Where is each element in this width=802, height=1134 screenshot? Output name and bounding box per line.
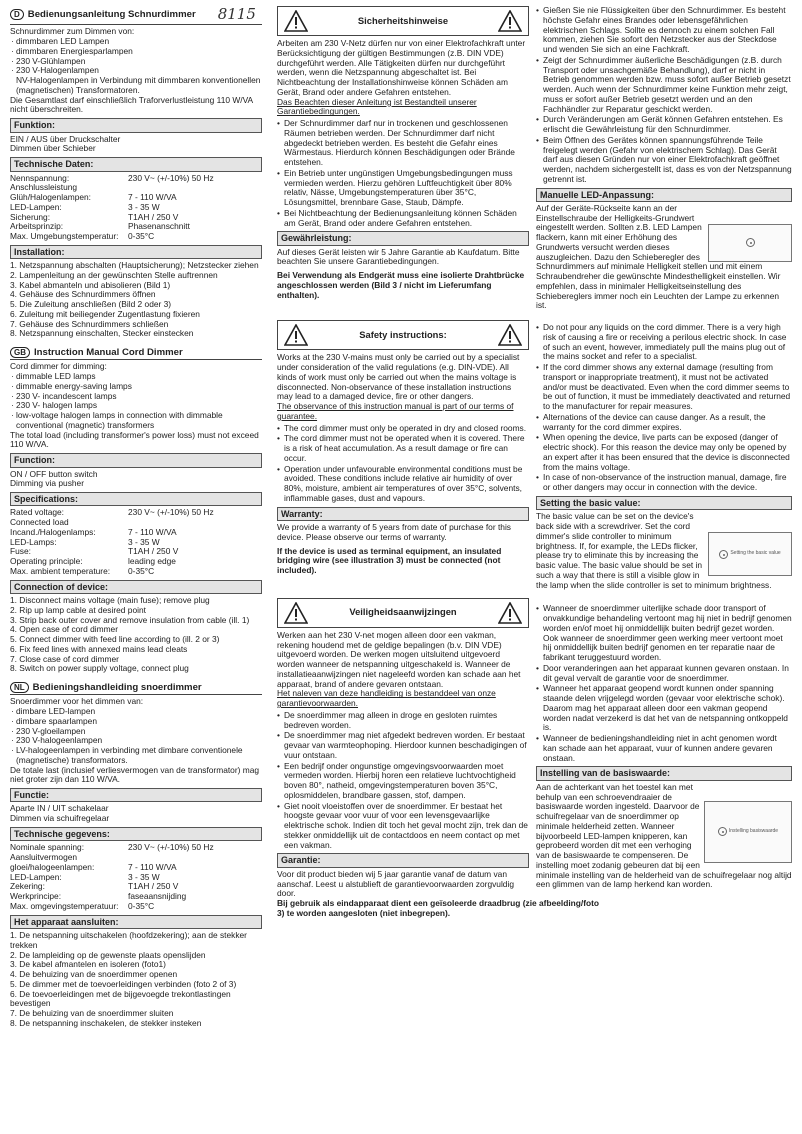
de-total-load: Die Gesamtlast darf einschließlich Traforverlustleistung 110 W/VA nicht überschreiten. bbox=[10, 94, 253, 115]
warning-triangle-icon bbox=[498, 324, 522, 346]
spec-value: leading edge bbox=[128, 556, 176, 567]
gb-safety-intro: Works at the 230 V-mains must only be carried out by a specialist under consideration of the valid regulations (e.g. DIN-VDE). All kinds of work must only be carried out when the mains voltage is disconnected. Non-observance of these installation instructions may lead to a damaged device, fire or other dangers. bbox=[277, 352, 520, 402]
gb-safety-list bbox=[277, 424, 529, 504]
nl-led-heading: Instelling van de basiswaarde: bbox=[536, 766, 792, 780]
list-item: 8. Switch on power supply voltage, connect plug bbox=[10, 663, 189, 674]
spec-value: 0-35°C bbox=[128, 565, 155, 576]
spec-key: Fuse: bbox=[10, 546, 31, 557]
column-continued bbox=[536, 6, 792, 890]
nl-intro: Snoerdimmer voor het dimmen van: bbox=[10, 696, 144, 707]
spec-key: Aansluitvermogen bbox=[10, 852, 78, 863]
spec-value: 230 V~ (+/-10%) 50 Hz bbox=[128, 842, 214, 853]
nl-led-text: Aan de achterkant van het toestel kan met behulp van een schroevendraaier de basiswaarde worden ingesteld. Daarvoor de schuifregelaar van de snoerdimmer op minimale helderheid zetten. Wanneer bijvoorbeeld LED-lampen knipperen, kan geprobeerd worden dit met een verhoging van de basiswaarde te compenseren. De instelling moet zodanig gebeuren dat bij een minimale instelling van de helderheid van de schuifregelaar nog altijd een glimmen van de lamp herkend kan worden. bbox=[536, 781, 792, 890]
de-safety-intro: Arbeiten am 230 V-Netz dürfen nur von einer Elektrofachkraft unter Berücksichtigung der gültigen Bestimmungen (z.B. DIN VDE) durchgeführt werden. Alle Tätigkeiten dürfen nur durchgeführt werden, wenn die Netzspannung abgeschaltet ist. Bei Nichtbeachtung der Installationshinweise können Schäden am Gerät, Brand oder andere Gefahren entstehen. bbox=[277, 38, 526, 97]
table-row bbox=[10, 902, 262, 912]
nl-more-safety-list bbox=[536, 604, 792, 763]
de-spec-table bbox=[10, 174, 262, 242]
list-item: • Operation under unfavourable environmental conditions must be avoided. These conditions include relative air humidity of over 80%, moisture, ambient air temperatures of over 35°C, solvents, inflammable gases, dust and vapours. bbox=[277, 465, 529, 504]
warning-triangle-icon bbox=[284, 324, 308, 346]
gb-title: Instruction Manual Cord Dimmer bbox=[34, 347, 183, 359]
spec-value: T1AH / 250 V bbox=[128, 211, 179, 222]
list-item: • In case of non-observance of the instruction manual, damage, fire or other dangers may occur in connection with the device. bbox=[536, 473, 792, 493]
gb-safety-note: The observance of this instruction manual is part of our terms of guarantee. bbox=[277, 401, 514, 421]
nl-safety-list bbox=[277, 711, 529, 851]
de-function-line: EIN / AUS über Druckschalter bbox=[10, 133, 121, 144]
gb-led-heading: Setting the basic value: bbox=[536, 496, 792, 510]
de-heading bbox=[10, 6, 262, 25]
de-warranty-text: Auf dieses Gerät leisten wir 5 Jahre Garantie ab Kaufdatum. Bitte beachten Sie unsere Garantiebedingungen. bbox=[277, 246, 520, 267]
de-model-handwritten: 8115 bbox=[217, 5, 256, 23]
nl-spec-table bbox=[10, 843, 262, 911]
list-item: 2. Lampenleitung an der gewünschten Stelle auftrennen bbox=[10, 269, 218, 280]
nl-install-steps bbox=[10, 931, 262, 1029]
list-item: • Do not pour any liquids on the cord dimmer. There is a very high risk of causing a fire or receiving a perilous electric shock. In case of such an event, however, immediately pull the mains plug out of the mains socket and refer to a specialist. bbox=[536, 323, 792, 362]
gb-total-load: The total load (including transformer's power loss) must not exceed 110 W/VA. bbox=[10, 429, 259, 450]
list-item: 4. Open case of cord dimmer bbox=[10, 624, 118, 635]
list-item: • The cord dimmer must only be operated in dry and closed rooms. bbox=[277, 424, 529, 434]
spec-value: T1AH / 250 V bbox=[128, 881, 179, 892]
list-item: • Der Schnurdimmer darf nur in trockenen und geschlossenen Räumen betrieben werden. Der Schnurdimmer darf nicht abgedeckt betrieben werden. Es besteht die Gefahr eines Wärmestaus. Hierdurch können Beschädigungen oder Brände entstehen. bbox=[277, 119, 529, 168]
gb-flag-badge: GB bbox=[10, 347, 30, 358]
list-item: 1. Disconnect mains voltage (main fuse); remove plug bbox=[10, 595, 210, 606]
de-warranty-bold: Bei Verwendung als Endgerät muss eine isolierte Drahtbrücke angeschlossen werden (Bild 3 / nicht im Lieferumfang enthalten). bbox=[277, 270, 525, 300]
list-item: • Bei Nichtbeachtung der Bedienungsanleitung können Schäden am Gerät, Brand oder andere Gefahren entstehen. bbox=[277, 209, 529, 229]
nl-warranty-heading: Garantie: bbox=[277, 853, 529, 867]
spec-value: 7 - 110 W/VA bbox=[128, 192, 177, 203]
de-intro: Schnurdimmer zum Dimmen von: bbox=[10, 26, 135, 37]
list-item: • De snoerdimmer mag alleen in droge en gesloten ruimtes bedreven worden. bbox=[277, 711, 529, 731]
gb-load-list bbox=[10, 372, 262, 431]
spec-key: Zekering: bbox=[10, 881, 45, 892]
spec-value: 7 - 110 W/VA bbox=[128, 861, 177, 872]
nl-function-line: Aparte IN / UIT schakelaar bbox=[10, 803, 109, 814]
nl-adjust-diagram bbox=[704, 801, 792, 863]
spec-key: Incand./Halogenlamps: bbox=[10, 526, 96, 537]
warning-triangle-icon bbox=[498, 10, 522, 32]
list-item: 2. Rip up lamp cable at desired point bbox=[10, 604, 146, 615]
nl-safety-header bbox=[277, 598, 529, 628]
list-item: · 230 V-Glühlampen bbox=[10, 57, 262, 67]
gb-warranty-bold: If the device is used as terminal equipment, an insulated bridging wire (see illustration 3) must be connected (not included). bbox=[277, 545, 502, 576]
list-item: 4. De behuizing van de snoerdimmer openen bbox=[10, 969, 178, 980]
spec-value: T1AH / 250 V bbox=[128, 546, 179, 557]
list-item: 5. Connect dimmer with feed line according to (ill. 2 or 3) bbox=[10, 634, 220, 645]
list-item: · dimbare spaarlampen bbox=[10, 717, 262, 727]
de-function-heading: Funktion: bbox=[10, 118, 262, 132]
list-item: 3. De kabel afmantelen en isoleren (foto1) bbox=[10, 959, 166, 970]
list-item: 2. De lampleiding op de gewenste plaats openslijden bbox=[10, 949, 206, 960]
spec-value: 7 - 110 W/VA bbox=[128, 526, 177, 537]
gb-safety-header bbox=[277, 320, 529, 350]
spec-key: Operating principle: bbox=[10, 556, 83, 567]
list-item: • Ein Betrieb unter ungünstigen Umgebungsbedingungen muss vermieden werden. Hierzu gehören Luftfeuchtigkeit über 80% relativ, Nässe, Umgebungstemperaturen über 35°C, Lösungsmittel, brennbare Gase, Staub, Dämpfe. bbox=[277, 169, 529, 208]
gb-spec-table bbox=[10, 508, 262, 576]
list-item: • The cord dimmer must not be operated when it is covered. There is a risk of heat accumulation. As a result damage or fire can occur. bbox=[277, 434, 529, 463]
gb-more-safety-list bbox=[536, 323, 792, 493]
spec-key: Max. ambient temperature: bbox=[10, 565, 111, 576]
list-item: 4. Gehäuse des Schnurdimmers öffnen bbox=[10, 289, 156, 300]
adjust-screw-icon bbox=[719, 550, 728, 559]
nl-warranty-bold: Bij gebruik als eindapparaat dient een geïsoleerde draadbrug (zie afbeelding/foto 3) te worden aangesloten (niet inbegrepen). bbox=[277, 898, 600, 918]
list-item: • Beim Öffnen des Gerätes können spannungsführende Teile freigelegt werden (Gefahr von elektrischem Schlag). Das Gerät darf aus diesen Gründen nur von einer Elektrofachkraft geöffnet werden, nachdem sichergestellt ist, dass es von der Netzspannung getrennt ist. bbox=[536, 136, 792, 185]
gb-knob-label: Setting the basic value bbox=[730, 550, 781, 557]
gb-intro: Cord dimmer for dimming: bbox=[10, 361, 107, 372]
de-safety-list bbox=[277, 119, 529, 228]
list-item: • If the cord dimmer shows any external damage (resulting from transport or inappropriate treatment), it must not be activated and/or must be deactivated. Even when the cord dimmer seems to be out of function, it must be immediately deactivated and returned to the manufacturer for repair measures. bbox=[536, 363, 792, 412]
list-item: · 230 V-gloeilampen bbox=[10, 727, 262, 737]
list-item: · LV-halogeenlampen in verbinding met dimbare conventionele (magnetische) transformators. bbox=[10, 746, 262, 766]
list-item: 3. Kabel abmanteln und abisolieren (Bild 1) bbox=[10, 279, 171, 290]
spec-key: Sicherung: bbox=[10, 211, 51, 222]
spec-value: 3 - 35 W bbox=[128, 201, 160, 212]
list-item: · 230 V- halogen lamps bbox=[10, 401, 262, 411]
list-item: 6. Fix feed lines with annexed mains lead cleats bbox=[10, 643, 188, 654]
list-item: • Wanneer het apparaat geopend wordt kunnen onder spanning staande delen vrijgelegd worden (gevaar voor elektrische schok). Daarom mag het apparaat alleen door een vakman geopend worden nadat verzekerd is dat het van de netspanning ontkoppeld is. bbox=[536, 684, 792, 733]
list-item: 7. Gehäuse des Schnurdimmers schließen bbox=[10, 318, 169, 329]
list-item: · dimmbaren LED Lampen bbox=[10, 37, 262, 47]
list-item: · dimbare LED-lampen bbox=[10, 707, 262, 717]
list-item: 1. Netzspannung abschalten (Hauptsicherung); Netzstecker ziehen bbox=[10, 260, 259, 271]
nl-knob-label: Instelling basiswaarde bbox=[728, 827, 779, 834]
list-item: • Door veranderingen aan het apparaat kunnen gevaren onstaan. In dit geval vervalt de garantie voor de snoerdimmer. bbox=[536, 664, 792, 684]
gb-function-heading: Function: bbox=[10, 453, 262, 467]
spec-value: faseaansnijding bbox=[128, 891, 187, 902]
de-more-safety-list bbox=[536, 6, 792, 185]
spec-value: 3 - 35 W bbox=[128, 871, 160, 882]
de-install-steps bbox=[10, 261, 262, 339]
spec-value: Phasenanschnitt bbox=[128, 221, 190, 232]
list-item: · dimmable energy-saving lamps bbox=[10, 382, 262, 392]
de-load-list bbox=[10, 37, 262, 76]
nl-safety-intro: Werken aan het 230 V-net mogen alleen door een vakman, rekening houdend met de geldige bepalingen (b.v. DIN VDE) uitgevoerd worden. De werken mogen uitsluitend uitgevoerd worden wanneer de netspanning uitgeschakeld is. Wanneer de installatieaanwijzingen niet nageleefd worden kan schade aan het apparaat, brand of andere gevaren ontstaan. bbox=[277, 629, 521, 689]
gb-function-line: ON / OFF button switch bbox=[10, 468, 98, 479]
gb-spec-heading: Specifications: bbox=[10, 492, 262, 506]
de-adjust-diagram bbox=[708, 224, 792, 262]
spec-key: gloei/halogeenlampen: bbox=[10, 861, 95, 872]
spec-value: 0-35°C bbox=[128, 231, 155, 242]
spec-key: Nennspannung: bbox=[10, 172, 70, 183]
spec-key: Max. Umgebungstemperatur: bbox=[10, 231, 119, 242]
nl-function-line: Dimmen via schuifregelaar bbox=[10, 813, 110, 824]
list-item: • Zeigt der Schnurdimmer äußerliche Beschädigungen (z.B. durch Transport oder unsachgemäße Behandlung), darf er nicht in Betrieb genommen werden bzw. muss sofort außer Betrieb gesetzt werden. Auch wenn der Schnurdimmer keine Funktion mehr zeigt, muss er sofort außer Betrieb gesetzt werden und an den Fachhändler zur Reparatur geschickt werden. bbox=[536, 56, 792, 115]
spec-key: Arbeitsprinzip: bbox=[10, 221, 64, 232]
list-item: 8. Netzspannung einschalten, Stecker einstecken bbox=[10, 328, 194, 339]
de-led-heading: Manuelle LED-Anpassung: bbox=[536, 188, 792, 202]
gb-safety-title: Safety instructions: bbox=[359, 328, 447, 340]
warning-triangle-icon bbox=[284, 10, 308, 32]
warning-triangle-icon bbox=[284, 602, 308, 624]
de-safety-header bbox=[277, 6, 529, 36]
spec-key: Connected load bbox=[10, 517, 69, 528]
gb-function-line: Dimming via pusher bbox=[10, 478, 85, 489]
column-specs bbox=[10, 6, 262, 1029]
de-install-heading: Installation: bbox=[10, 245, 262, 259]
list-item: 8. De netspanning inschakelen, de stekker insteken bbox=[10, 1017, 202, 1028]
nl-function-heading: Functie: bbox=[10, 788, 262, 802]
list-item: · dimmbaren Energiesparlampen bbox=[10, 47, 262, 57]
spec-value: 230 V~ (+/-10%) 50 Hz bbox=[128, 507, 214, 518]
warning-triangle-icon bbox=[498, 602, 522, 624]
nl-spec-heading: Technische gegevens: bbox=[10, 827, 262, 841]
list-item: 3. Strip back outer cover and remove insulation from cable (ill. 1) bbox=[10, 614, 250, 625]
list-item: • Durch Veränderungen am Gerät können Gefahren entstehen. Es erlischt die Gewährleistung für den Schnurdimmer. bbox=[536, 115, 792, 135]
gb-install-steps bbox=[10, 596, 262, 674]
de-safety-note: Das Beachten dieser Anleitung ist Bestandteil unserer Garantiebedingungen. bbox=[277, 96, 477, 117]
de-loads-extra: NV-Halogenlampen in Verbindung mit dimmbaren konventionellen (magnetischen) Transformatoren. bbox=[16, 75, 261, 95]
list-item: 7. De behuizing van de snoerdimmer sluiten bbox=[10, 1008, 174, 1019]
list-item: 6. De toevoerleidingen met de bijgevoegde trekontlastingen bevestigen bbox=[10, 988, 231, 1009]
gb-install-heading: Connection of device: bbox=[10, 580, 262, 594]
de-spec-heading: Technische Daten: bbox=[10, 157, 262, 171]
list-item: • Een bedrijf onder ongunstige omgevingsvoorwaarden moet vermeden worden. Hierbij horen een relatieve luchtvochtigheid boven 80°, natheid, omgevingstemperaturen boven 35°C, oplosmiddelen, brandbare gassen, stof, dampen. bbox=[277, 762, 529, 801]
spec-key: LED-Lampen: bbox=[10, 871, 62, 882]
spec-key: Nominale spanning: bbox=[10, 842, 85, 853]
gb-led-text: The basic value can be set on the device's back side with a screwdriver. Set the cord dimmer's slide controller to minimum brightness. If, for example, the LEDs flicker, please try to eliminate this by increasing the basic value. The basic value should be set in such a way that there is still a visible glow in the lamp when the slide controller is set to minimum brightness. bbox=[536, 511, 772, 590]
spec-key: Anschlussleistung bbox=[10, 182, 78, 193]
de-flag-badge: D bbox=[10, 9, 24, 20]
list-item: • Gießen Sie nie Flüssigkeiten über den Schnurdimmer. Es besteht höchste Gefahr eines Brandes oder lebensgefährlichen elektrischen Schlags. Sollte es dennoch zu einem solchen Fall kommen, ziehen Sie sofort den Netzstecker aus der Steckdose und wenden Sie sich an eine Fachkraft. bbox=[536, 6, 792, 55]
spec-key: Max. omgevingstemperatuur: bbox=[10, 900, 119, 911]
de-function-line: Dimmen über Schieber bbox=[10, 143, 96, 154]
spec-key: Werkprincipe: bbox=[10, 891, 62, 902]
list-item: · dimmable LED lamps bbox=[10, 372, 262, 382]
list-item: · 230 V-Halogenlampen bbox=[10, 66, 262, 76]
nl-safety-note: Het naleven van deze handleiding is bestanddeel van onze garantievoorwaarden. bbox=[277, 688, 496, 709]
list-item: · 230 V- incandescent lamps bbox=[10, 392, 262, 402]
gb-warranty-text: We provide a warranty of 5 years from date of purchase for this device. Please observe our terms of warranty. bbox=[277, 522, 511, 542]
list-item: • De snoerdimmer mag niet afgedekt bedreven worden. Er bestaat gevaar van warmteophoping. Hierdoor kunnen beschadigingen of vuur ontstaan. bbox=[277, 731, 529, 760]
de-led-text: Auf der Geräte-Rückseite kann an der Einstellschraube der Helligkeits-Grundwert eingestellt werden. Sollten z.B. LED Lampen flackern, kann mit einer Erhöhung des Grundwerts versucht werden dieses auszugleichen. Dazu den Schieberegler des Schnurdimmers auf minimale Helligkeit stellen und mit einem Schraubendreher die gewünschte Mindesthelligkeit einstellen. Wir empfehlen, dass in minimaler Helligkeitseinstellung des Schiebereglers immer noch ein Leuchten der Lampe zu erkennen ist. bbox=[536, 202, 781, 311]
spec-value: 0-35°C bbox=[128, 900, 155, 911]
list-item: • Alternations of the device can cause danger. As a result, the warranty for the cord dimmer expires. bbox=[536, 413, 792, 433]
nl-total-load: De totale last (inclusief verliesvermogen van de transformator) mag niet groter zijn dan 110 W/VA. bbox=[10, 764, 260, 785]
spec-value: 3 - 35 W bbox=[128, 536, 160, 547]
adjust-screw-icon bbox=[718, 827, 727, 836]
list-item: 1. De netspanning uitschakelen (hoofdzekering); aan de stekker trekken bbox=[10, 930, 247, 950]
spec-key: Glüh/Halogenlampen: bbox=[10, 192, 92, 203]
list-item: • Wanneer de bedieningshandleiding niet in acht genomen wordt kan schade aan het apparaat, vuur of kunnen andere gevaren onstaan. bbox=[536, 734, 792, 763]
nl-install-heading: Het apparaat aansluiten: bbox=[10, 915, 262, 929]
spec-value: 230 V~ (+/-10%) 50 Hz bbox=[128, 172, 214, 183]
nl-heading bbox=[10, 682, 262, 695]
spec-key: LED-Lampen: bbox=[10, 201, 62, 212]
list-item: · 230 V-halogeenlampen bbox=[10, 736, 262, 746]
list-item: · low-voltage halogen lamps in connection with dimmable conventional (magnetic) transformers bbox=[10, 411, 262, 431]
adjust-screw-icon bbox=[746, 238, 755, 247]
spec-key: LED-Lamps: bbox=[10, 536, 57, 547]
spec-key: Rated voltage: bbox=[10, 507, 65, 518]
table-row bbox=[10, 567, 262, 577]
gb-heading bbox=[10, 347, 262, 360]
gb-adjust-diagram bbox=[708, 532, 792, 576]
nl-warranty-text: Voor dit product bieden wij 5 jaar garantie vanaf de datum van aanschaf. Leest u alstublieft de garantievoorwaarden zorgvuldig door. bbox=[277, 868, 514, 899]
list-item: • When opening the device, live parts can be exposed (danger of electric shock). For this reason the device may only be opened by an expert after it has been ensured that the device is disconnected from the mains voltage. bbox=[536, 433, 792, 472]
nl-flag-badge: NL bbox=[10, 682, 29, 693]
nl-load-list bbox=[10, 707, 262, 766]
de-warranty-heading: Gewährleistung: bbox=[277, 231, 529, 245]
nl-title: Bedieningshandleiding snoerdimmer bbox=[32, 682, 202, 694]
de-safety-title: Sicherheitshinweise bbox=[357, 14, 449, 26]
list-item: 6. Zuleitung mit beiliegender Zugentlastung fixieren bbox=[10, 308, 200, 319]
de-title: Bedienungsanleitung Schnurdimmer bbox=[27, 9, 196, 21]
table-row bbox=[10, 232, 262, 242]
nl-safety-title: Veiligheidsaanwijzingen bbox=[349, 606, 457, 618]
list-item: 5. Die Zuleitung anschließen (Bild 2 oder 3) bbox=[10, 299, 172, 310]
list-item: 5. De dimmer met de toevoerleidingen verbinden (foto 2 of 3) bbox=[10, 978, 237, 989]
list-item: • Giet nooit vloeistoffen over de snoerdimmer. Er bestaat het hoogste gevaar voor vuur of voor een levensgevaarlijke elektrische schok. Indien dit toch het geval mocht zijn, trek dan de stekker onmiddellijk uit de contactdoos en neem contact op met een vakman. bbox=[277, 802, 529, 851]
list-item: 7. Close case of cord dimmer bbox=[10, 653, 119, 664]
gb-warranty-heading: Warranty: bbox=[277, 507, 529, 521]
list-item: • Wanneer de snoerdimmer uiterlijke schade door transport of onvakkundige behandeling vertoont mag hij niet in bedrijf genomen worden en/of moet hij onmiddellijk buiten bedrijf gezet worden. Ook wanneer de snoerdimmer geen werking meer vertoont moet hij onmiddellijk buiten bedrijf genomen en ter reparatie naar de fabrikant teruggestuurd worden. bbox=[536, 604, 792, 663]
